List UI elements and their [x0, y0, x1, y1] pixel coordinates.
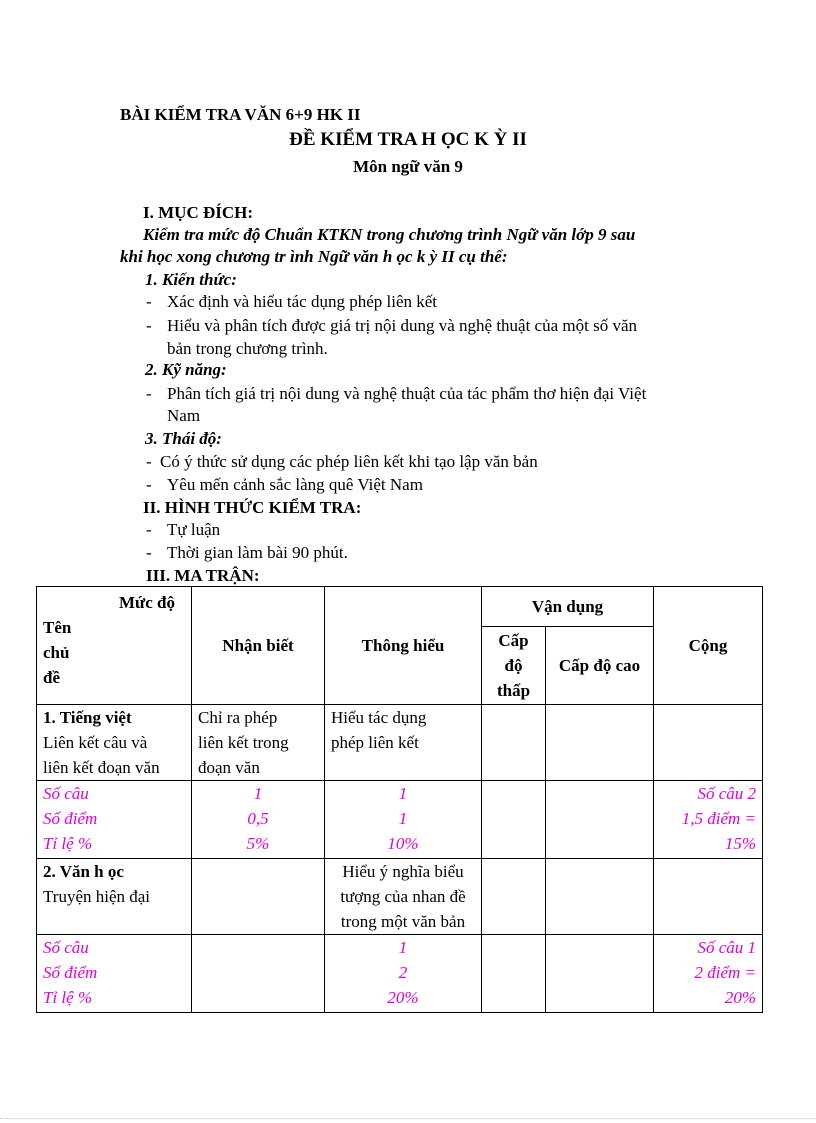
attitude-title: 3. Thái độ:: [145, 429, 222, 448]
thong-hieu-cell: [325, 705, 482, 781]
topic-cell: [37, 705, 192, 781]
header-cap-do-thap-line: độ: [504, 656, 523, 675]
stats-value: 20%: [387, 988, 419, 1007]
stats-value: 0,5: [247, 809, 269, 828]
attitude-item: Có ý thức sử dụng các phép liên kết khi tạo lập văn bản: [160, 452, 538, 471]
stats-label-cell: [37, 935, 192, 1013]
page-bottom-divider: [0, 1118, 816, 1119]
stats-label: Tỉ lệ %: [43, 988, 93, 1007]
stats-cong-cell: [654, 935, 763, 1013]
bullet-dash: -: [146, 475, 152, 494]
cell-line: tượng của nhan đề: [340, 887, 466, 906]
empty-cell: [192, 859, 325, 935]
topic-sub: Truyện hiện đại: [43, 887, 151, 906]
stats-total: 2 điểm =: [694, 963, 757, 982]
knowledge-item-cont: bản trong chương trình.: [167, 339, 328, 358]
table-row: [37, 859, 763, 935]
empty-cell: [546, 859, 654, 935]
stats-thong-hieu-cell: [325, 935, 482, 1013]
stats-value: 1: [398, 938, 408, 957]
corner-muc-do: Mức độ: [119, 593, 175, 612]
section-1-heading: I. MỤC ĐÍCH:: [143, 203, 254, 222]
topic-title: 2. Văn h ọc: [43, 862, 124, 881]
stats-value: 1: [398, 809, 408, 828]
form-item: Thời gian làm bài 90 phút.: [167, 543, 348, 562]
stats-label: Số điểm: [43, 809, 98, 828]
stats-label: Số điểm: [43, 963, 98, 982]
topic-cell: [37, 859, 192, 935]
corner-chu: chủ: [43, 643, 70, 662]
header-cap-do-thap-line: thấp: [496, 681, 531, 700]
topic-sub: Liên kết câu và: [43, 733, 148, 752]
cell-line: trong một văn bản: [340, 912, 466, 931]
thong-hieu-cell: [325, 859, 482, 935]
knowledge-title: 1. Kiến thức:: [145, 270, 237, 289]
stats-value: 5%: [246, 834, 270, 853]
empty-cell: [482, 935, 546, 1013]
document-top-title: BÀI KIỂM TRA VĂN 6+9 HK II: [120, 105, 361, 124]
stats-total: 20%: [724, 988, 757, 1007]
corner-header-cell: [37, 587, 192, 705]
bullet-dash: -: [146, 452, 152, 471]
topic-sub: liên kết đoạn văn: [43, 758, 160, 777]
bullet-dash: -: [146, 384, 152, 403]
stats-value: 10%: [387, 834, 419, 853]
stats-value: 1: [398, 784, 408, 803]
bullet-dash: -: [146, 543, 152, 562]
empty-cell: [482, 859, 546, 935]
stats-total: 15%: [724, 834, 757, 853]
stats-label: Tỉ lệ %: [43, 834, 93, 853]
stats-total: 1,5 điểm =: [681, 809, 757, 828]
knowledge-item: Hiểu và phân tích được giá trị nội dung và nghệ thuật của một số văn: [167, 316, 638, 335]
stats-cong-cell: [654, 781, 763, 859]
cell-line: phép liên kết: [331, 733, 419, 752]
header-cap-do-thap: [482, 627, 546, 705]
section-3-heading: III. MA TRẬN:: [146, 566, 260, 585]
subject-subtitle: Môn ngữ văn 9: [353, 157, 463, 176]
topic-title: 1. Tiếng việt: [43, 708, 132, 727]
empty-cell: [546, 705, 654, 781]
empty-cell: [654, 705, 763, 781]
skills-item-cont: Nam: [167, 406, 201, 425]
section-1-intro-line-2: khi học xong chương tr ình Ngữ văn h ọc k ỳ II cụ thể:: [120, 247, 508, 266]
header-van-dung: Vận dụng: [482, 587, 654, 627]
stats-row: [37, 935, 763, 1013]
section-2-heading: II. HÌNH THỨC KIỂM TRA:: [143, 498, 362, 517]
empty-cell: [192, 935, 325, 1013]
header-nhan-biet: Nhận biết: [192, 587, 325, 705]
cell-line: Chỉ ra phép: [198, 708, 278, 727]
corner-de: đề: [43, 668, 60, 687]
stats-value: 1: [253, 784, 263, 803]
stats-label: Số câu: [43, 784, 89, 803]
nhan-biet-cell: [192, 705, 325, 781]
stats-label: Số câu: [43, 938, 89, 957]
header-cong: Cộng: [654, 587, 763, 705]
exam-matrix-table: [36, 586, 763, 1013]
stats-total: Số câu 1: [697, 938, 757, 957]
cell-line: Hiểu tác dụng: [331, 708, 427, 727]
empty-cell: [482, 781, 546, 859]
stats-value: 2: [398, 963, 408, 982]
knowledge-item: Xác định và hiểu tác dụng phép liên kết: [167, 292, 438, 311]
exam-main-title: ĐỀ KIỂM TRA H ỌC K Ỳ II: [289, 129, 527, 150]
section-1-intro-line-1: Kiểm tra mức độ Chuẩn KTKN trong chương trình Ngữ văn lớp 9 sau: [143, 225, 636, 244]
stats-total: Số câu 2: [697, 784, 757, 803]
corner-ten: Tên: [43, 618, 72, 637]
empty-cell: [482, 705, 546, 781]
bullet-dash: -: [146, 316, 152, 335]
form-item: Tự luận: [167, 520, 221, 539]
stats-row: [37, 781, 763, 859]
stats-thong-hieu-cell: [325, 781, 482, 859]
cell-line: Hiểu ý nghĩa biểu: [342, 862, 464, 881]
skills-item: Phân tích giá trị nội dung và nghệ thuật của tác phẩm thơ hiện đại Việt: [167, 384, 647, 403]
attitude-item: Yêu mến cảnh sắc làng quê Việt Nam: [167, 475, 423, 494]
stats-label-cell: [37, 781, 192, 859]
table-header-row: [37, 587, 763, 627]
cell-line: đoạn văn: [198, 758, 260, 777]
bullet-dash: -: [146, 520, 152, 539]
empty-cell: [546, 781, 654, 859]
stats-nhan-biet-cell: [192, 781, 325, 859]
header-thong-hieu: Thông hiểu: [325, 587, 482, 705]
cell-line: liên kết trong: [198, 733, 289, 752]
empty-cell: [654, 859, 763, 935]
header-cap-do-cao: Cấp độ cao: [546, 627, 654, 705]
skills-title: 2. Kỹ năng:: [145, 360, 227, 379]
table-row: [37, 705, 763, 781]
bullet-dash: -: [146, 292, 152, 311]
empty-cell: [546, 935, 654, 1013]
header-cap-do-thap-line: Cấp: [498, 631, 529, 650]
